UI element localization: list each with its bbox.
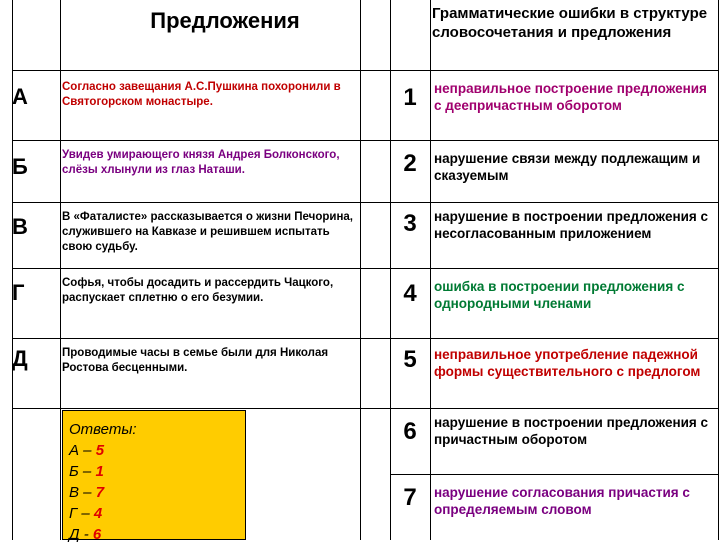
row-number-2: 2: [403, 150, 417, 177]
answer-key: Г –: [69, 505, 94, 522]
answer-value: 6: [92, 526, 102, 543]
answer-value: 5: [95, 442, 105, 459]
answer-value: 4: [93, 505, 103, 522]
answer-key: Б –: [69, 463, 96, 480]
row-sentence-a: Согласно завещания А.С.Пушкина похоронили в Святогорском монастыре.: [62, 81, 341, 108]
answer-key: А –: [69, 442, 96, 459]
answer-line-d: [69, 524, 245, 545]
row-sentence-v: В «Фаталисте» рассказывается о жизни Печорина, служившего на Кавказе и решившем испытать свою судьбу.: [62, 211, 353, 253]
answer-key: Д -: [69, 526, 93, 543]
row-sentence-d: Проводимые часы в семье были для Николая Ростова бесценными.: [62, 347, 329, 374]
row-error-1: неправильное построение предложения с деепричастным оборотом: [434, 81, 707, 113]
answer-value: 1: [95, 463, 104, 480]
row-sentence-b: Увидев умирающего князя Андрея Болконского, слёзы хлынули из глаз Наташи.: [62, 149, 340, 176]
row-number-6: 6: [403, 418, 417, 445]
row-number-1: 1: [403, 84, 417, 111]
answer-line-v: [69, 482, 245, 503]
row-number-3: 3: [403, 210, 417, 237]
row-error-2: нарушение связи между подлежащим и сказуемым: [434, 151, 701, 183]
answers-box: [62, 410, 246, 543]
answer-key: В –: [69, 484, 96, 501]
row-sentence-g: Софья, чтобы досадить и рассердить Чацкого, распускает сплетню о его безумии.: [62, 277, 334, 304]
row-error-3: нарушение в построении предложения с несогласованным приложением: [434, 209, 709, 241]
row-error-6: нарушение в построении предложения с причастным оборотом: [434, 415, 709, 447]
row-letter-d: Д: [12, 346, 28, 371]
row-number-7: 7: [403, 484, 417, 511]
errors-header: Грамматические ошибки в структуре словосочетания и предложения: [432, 5, 708, 41]
answer-value: 7: [95, 484, 105, 501]
answer-line-b: [69, 461, 245, 482]
row-letter-a: А: [12, 84, 28, 109]
row-letter-g: Г: [12, 280, 25, 305]
row-error-4: ошибка в построении предложения с однородными членами: [434, 279, 685, 311]
row-letter-b: Б: [12, 154, 28, 179]
row-number-4: 4: [403, 280, 417, 307]
row-number-5: 5: [403, 346, 417, 373]
answer-line-a: [69, 440, 245, 461]
row-error-5: неправильное употребление падежной формы существительного с предлогом: [434, 347, 701, 379]
answers-title: Ответы:: [69, 421, 137, 438]
sentences-header: Предложения: [150, 8, 300, 33]
row-error-7: нарушение согласования причастия с определяемым словом: [434, 485, 690, 517]
row-letter-v: В: [12, 214, 28, 239]
answer-line-g: [69, 503, 245, 524]
